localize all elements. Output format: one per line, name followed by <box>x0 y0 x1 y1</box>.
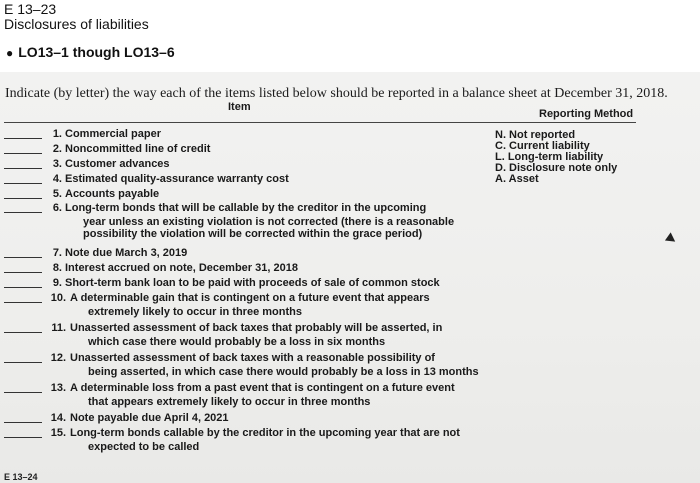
method-option: D. Disclosure note only <box>495 162 618 174</box>
item-number: 11. <box>51 322 66 334</box>
item-text: Note due March 3, 2019 <box>65 247 188 259</box>
item-number: 6. <box>52 202 62 214</box>
item-number: 14. <box>50 412 66 424</box>
item-text: Unasserted assessment of back taxes that probably will be asserted, in <box>70 322 443 334</box>
item-text: Short-term bank loan to be paid with proceeds of sale of common stock <box>65 277 440 289</box>
method-option: L. Long-term liability <box>495 151 604 163</box>
item-number: 2. <box>52 143 62 155</box>
exercise-code: E 13–23 <box>4 1 57 17</box>
item-number: 5. <box>52 188 62 200</box>
item-text-continuation: year unless an existing violation is not corrected (there is a reasonable <box>83 216 455 228</box>
reporting-method-column-header: Reporting Method <box>539 108 634 120</box>
item-number: 13. <box>50 382 66 394</box>
reporting-method-list <box>495 130 617 185</box>
exercise-title: Disclosures of liabilities <box>4 16 149 32</box>
item-text: Unasserted assessment of back taxes with a reasonable possibility of <box>70 352 435 364</box>
item-text-continuation: expected to be called <box>88 441 200 453</box>
method-option: N. Not reported <box>495 129 576 141</box>
item-text-continuation: extremely likely to occur in three months <box>88 306 302 318</box>
item-number: 12. <box>50 352 66 364</box>
item-text: Commercial paper <box>65 128 161 140</box>
item-number: 1. <box>52 128 62 140</box>
instruction-text: Indicate (by letter) the way each of the items listed below should be reported in a balance sheet at December 31, 2018. <box>5 86 668 101</box>
bullet-icon: ● <box>6 46 14 60</box>
method-option: A. Asset <box>495 173 539 185</box>
item-text: Interest accrued on note, December 31, 2018 <box>65 262 298 274</box>
item-number: 4. <box>52 173 62 185</box>
item-text: Long-term bonds that will be callable by the creditor in the upcoming <box>65 202 427 214</box>
learning-objectives <box>6 44 175 60</box>
method-option: C. Current liability <box>495 140 590 152</box>
item-text: Customer advances <box>65 158 170 170</box>
next-exercise-code-partial: E 13–24 <box>4 472 38 482</box>
item-text: Estimated quality-assurance warranty cost <box>65 173 289 185</box>
item-text: A determinable gain that is contingent on a future event that appears <box>70 292 430 304</box>
item-number: 10. <box>50 292 66 304</box>
item-text: Long-term bonds callable by the creditor in the upcoming year that are not <box>70 427 460 439</box>
item-number: 7. <box>52 247 62 259</box>
item-number: 15. <box>50 427 66 439</box>
item-text-continuation: possibility the violation will be corrected within the grace period) <box>83 228 423 240</box>
item-text: Noncommitted line of credit <box>65 143 211 155</box>
item-column-header: Item <box>228 101 251 113</box>
item-text: Note payable due April 4, 2021 <box>70 412 229 424</box>
item-text-continuation: being asserted, in which case there would probably be a loss in 13 months <box>88 366 479 378</box>
item-number: 8. <box>52 262 62 274</box>
learning-objectives-label: LO13–1 though LO13–6 <box>18 44 175 60</box>
item-number: 9. <box>52 277 62 289</box>
item-text: A determinable loss from a past event that is contingent on a future event <box>70 382 455 394</box>
item-text: Accounts payable <box>65 188 160 200</box>
item-number: 3. <box>52 158 62 170</box>
header-rule <box>4 122 636 123</box>
item-text-continuation: which case there would probably be a loss in six months <box>88 336 386 348</box>
item-text-continuation: that appears extremely likely to occur in three months <box>88 396 371 408</box>
